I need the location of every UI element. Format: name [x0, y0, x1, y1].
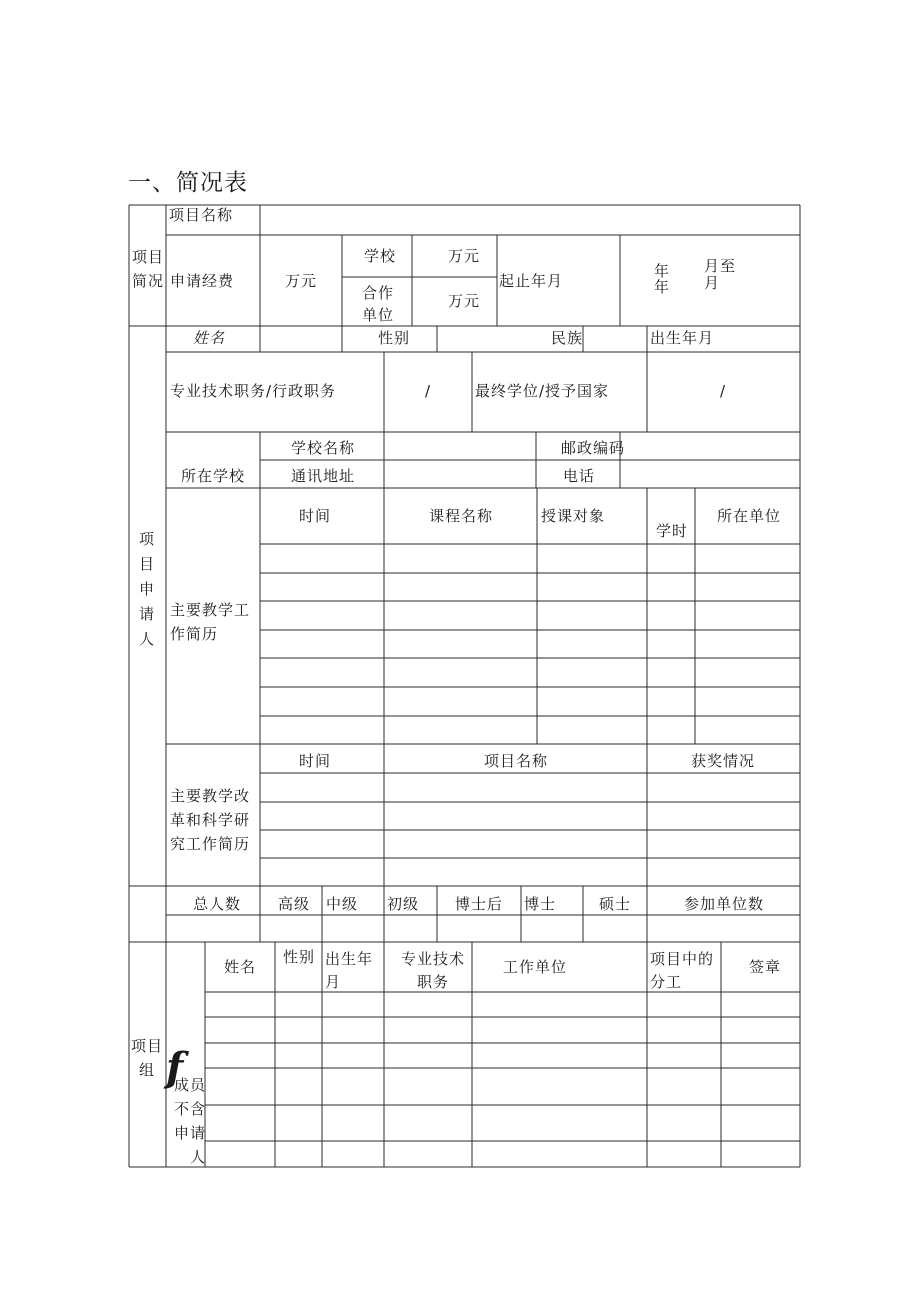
stats-units: 参加单位数: [684, 895, 765, 913]
school-unit: 万元: [448, 247, 481, 265]
section-applicant: 项目申请人: [138, 530, 155, 648]
stats-master: 硕士: [599, 895, 632, 913]
teaching-header-unit: 所在单位: [717, 507, 782, 525]
end-month: 月: [704, 274, 721, 292]
stats-total: 总人数: [193, 895, 242, 913]
school-name-label: 学校名称: [291, 439, 356, 457]
school-label: 学校: [364, 247, 397, 265]
period-label: 起止年月: [499, 272, 564, 290]
teaching-history-label: 主要教学工作简历: [170, 601, 251, 643]
teaching-header-hours: 学时: [656, 522, 689, 540]
stats-phd: 博士: [524, 895, 557, 913]
funding-label: 申请经费: [170, 272, 235, 290]
phone-label: 电话: [563, 467, 596, 485]
stats-junior: 初级: [387, 895, 420, 913]
stats-postdoc: 博士后: [455, 895, 504, 913]
title-post-slash: /: [425, 382, 432, 400]
gender-label: 性别: [378, 329, 411, 347]
team-members-note: 成员不含申请人: [173, 1076, 206, 1166]
name-label: 姓名: [193, 329, 226, 347]
teaching-header-course: 课程名称: [429, 507, 494, 525]
team-header-role: 项目中的分工: [650, 950, 715, 991]
partner-label: 合作单位: [362, 284, 395, 324]
stats-senior: 高级: [278, 895, 311, 913]
birth-label: 出生年月: [650, 329, 715, 347]
ethnicity-label: 民族: [551, 329, 584, 347]
school-section-label: 所在学校: [181, 467, 246, 485]
team-header-seal: 签章: [749, 958, 782, 976]
section-project-overview: 项目简况: [131, 248, 164, 290]
team-header-title: 专业技术职务: [400, 950, 465, 991]
section-team: 项目组: [130, 1037, 163, 1079]
research-header-time: 时间: [299, 752, 332, 770]
teaching-header-time: 时间: [299, 507, 332, 525]
end-year: 年: [654, 278, 671, 296]
research-header-award: 获奖情况: [691, 752, 756, 770]
team-header-birth: 出生年月: [325, 950, 374, 991]
start-year: 年: [654, 262, 671, 280]
teaching-header-audience: 授课对象: [541, 507, 606, 525]
research-header-project: 项目名称: [484, 752, 549, 770]
team-header-workplace: 工作单位: [503, 958, 568, 976]
degree-slash: /: [720, 382, 727, 400]
partner-unit: 万元: [448, 292, 481, 310]
start-month-to: 月至: [704, 257, 737, 275]
stats-intermediate: 中级: [326, 895, 359, 913]
team-header-gender: 性别: [283, 948, 316, 966]
team-mark: f: [166, 1044, 184, 1091]
research-history-label: 主要教学改革和科学研究工作简历: [170, 787, 251, 853]
title-post-label: 专业技术职务/行政职务: [170, 382, 337, 400]
team-header-name: 姓名: [224, 958, 257, 976]
funding-unit: 万元: [285, 272, 318, 290]
degree-label: 最终学位/授予国家: [475, 382, 610, 400]
address-label: 通讯地址: [291, 467, 356, 485]
project-name-label: 项目名称: [169, 206, 234, 224]
zip-label: 邮政编码: [561, 439, 626, 457]
page-title: 一、简况表: [128, 170, 248, 196]
